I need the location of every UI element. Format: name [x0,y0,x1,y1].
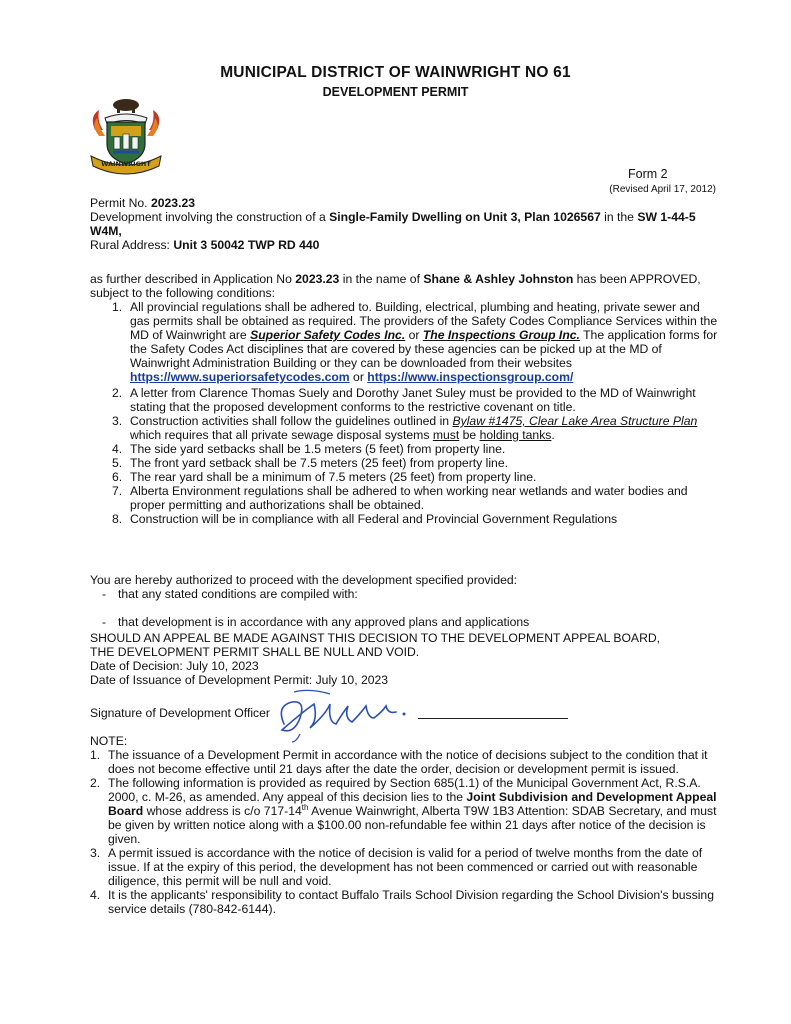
legal-location: SW 1-44-5 W4M, [90,210,696,238]
signature-label: Signature of Development Officer [90,706,270,720]
list-item: - that development is in accordance with any approved plans and applications [102,615,530,629]
municipal-crest-logo [85,96,167,176]
rural-address: Unit 3 50042 TWP RD 440 [173,238,320,252]
list-item: 3. Construction activities shall follow the guidelines outlined in Bylaw #1475, Clear Lake Area Structure Plan which requires that all private sewage disposal systems must be holding tanks. [112,414,698,442]
list-item: - that any stated conditions are compiled with: [102,587,358,601]
rural-address-line: Rural Address: Unit 3 50042 TWP RD 440 [90,238,320,252]
superior-safety-link[interactable]: https://www.superiorsafetycodes.com [130,370,350,384]
list-item: 4. The side yard setbacks shall be 1.5 meters (5 feet) from property line. [112,442,506,456]
form-revised-date: (Revised April 17, 2012) [609,184,716,195]
list-item: 3. A permit issued is accordance with the notice of decision is valid for a period of twelve months from the date of issue. If at the expiry of this period, the development has not been commenced or carried out with reasonable diligence, this permit will be null and void. [90,846,703,888]
list-item: 1. All provincial regulations shall be adhered to. Building, electrical, plumbing and heating, private sewer and gas permits shall be obtained as required. The providers of the Safety Codes Compliance Services within the MD of Wainwright are Superior Safety Codes Inc. or The Inspections Group Inc. The application forms for the Safety Codes Act disciplines that are covered by these agencies can be picked up at the MD of Wainwright Administration Building or they can be downloaded from their websites https://www.superiorsafetycodes.com or https://www.inspectionsgroup.com/ [112,300,718,384]
list-item: 6. The rear yard shall be a minimum of 7.5 meters (25 feet) from property line. [112,470,537,484]
list-item: 2. The following information is provided as required by Section 685(1.1) of the Municipal Government Act, R.S.A. 2000, c. M-26, as amended. Any appeal of this decision lies to the Joint Subdivision and Development Appeal Board whose address is c/o 717-14th Avenue Wainwright, Alberta T9W 1B3 Attention: SDAB Secretary, and must be given by written notice along with a $100.00 non-refundable fee within 21 days after notice of the decision is given. [90,776,717,846]
permit-label: Permit No. [90,196,148,210]
document-subtitle: DEVELOPMENT PERMIT [322,85,469,99]
list-item: 8. Construction will be in compliance with all Federal and Provincial Government Regulations [112,512,618,526]
appeal-board-name: Joint Subdivision and Development Appeal Board [108,790,717,818]
list-item: 7. Alberta Environment regulations shall be adhered to when working near wetlands and water bodies and proper permitting and authorizations shall be obtained. [112,484,688,512]
appeal-notice: SHOULD AN APPEAL BE MADE AGAINST THIS DECISION TO THE DEVELOPMENT APPEAL BOARD, THE DEVELOPMENT PERMIT SHALL BE NULL AND VOID. [90,631,661,659]
development-description: Development involving the construction of a Single-Family Dwelling on Unit 3, Plan 1026567 in the SW 1-44-5 W4M, [90,210,696,238]
conditions-list [112,300,718,526]
approval-paragraph: as further described in Application No 2023.23 in the name of Shane & Ashley Johnston has been APPROVED, subject to the following conditions: [90,272,701,300]
list-item: 2. A letter from Clarence Thomas Suely and Dorothy Janet Suley must be provided to the MD of Wainwright stating that the proposed development conforms to the restrictive covenant on title. [112,386,696,414]
form-number: Form 2 [628,167,668,181]
date-of-decision: Date of Decision: July 10, 2023 [90,659,259,673]
list-item: 4. It is the applicants' responsibility to contact Buffalo Trails School Division regarding the School Division's bussing service details (780-842-6144). [90,888,714,916]
list-item: 1. The issuance of a Development Permit in accordance with the notice of decisions subject to the condition that it does not become effective until 21 days after the date the order, decision or development permit is issued. [90,748,708,776]
application-number: 2023.23 [295,272,340,286]
development-type: Single-Family Dwelling on Unit 3, Plan 1026567 [329,210,601,224]
inspections-group-link[interactable]: https://www.inspectionsgroup.com/ [367,370,574,384]
provider-superior: Superior Safety Codes Inc. [250,328,406,342]
signature-line [418,718,568,719]
page-title: MUNICIPAL DISTRICT OF WAINWRIGHT NO 61 [220,64,571,81]
date-of-issuance: Date of Issuance of Development Permit: July 10, 2023 [90,673,389,687]
notes-title: NOTE: [90,734,128,748]
notes-list [90,748,724,916]
bylaw-reference: Bylaw #1475, Clear Lake Area Structure Plan [452,414,698,428]
authorization-intro: You are hereby authorized to proceed with the development specified provided: [90,573,518,587]
applicant-names: Shane & Ashley Johnston [423,272,574,286]
list-item: 5. The front yard setback shall be 7.5 meters (25 feet) from property line. [112,456,508,470]
permit-number: 2023.23 [150,196,196,210]
provider-inspections: The Inspections Group Inc. [422,328,580,342]
permit-number-line [90,196,730,210]
crest-banner-text: WAINWRIGHT [101,160,151,168]
